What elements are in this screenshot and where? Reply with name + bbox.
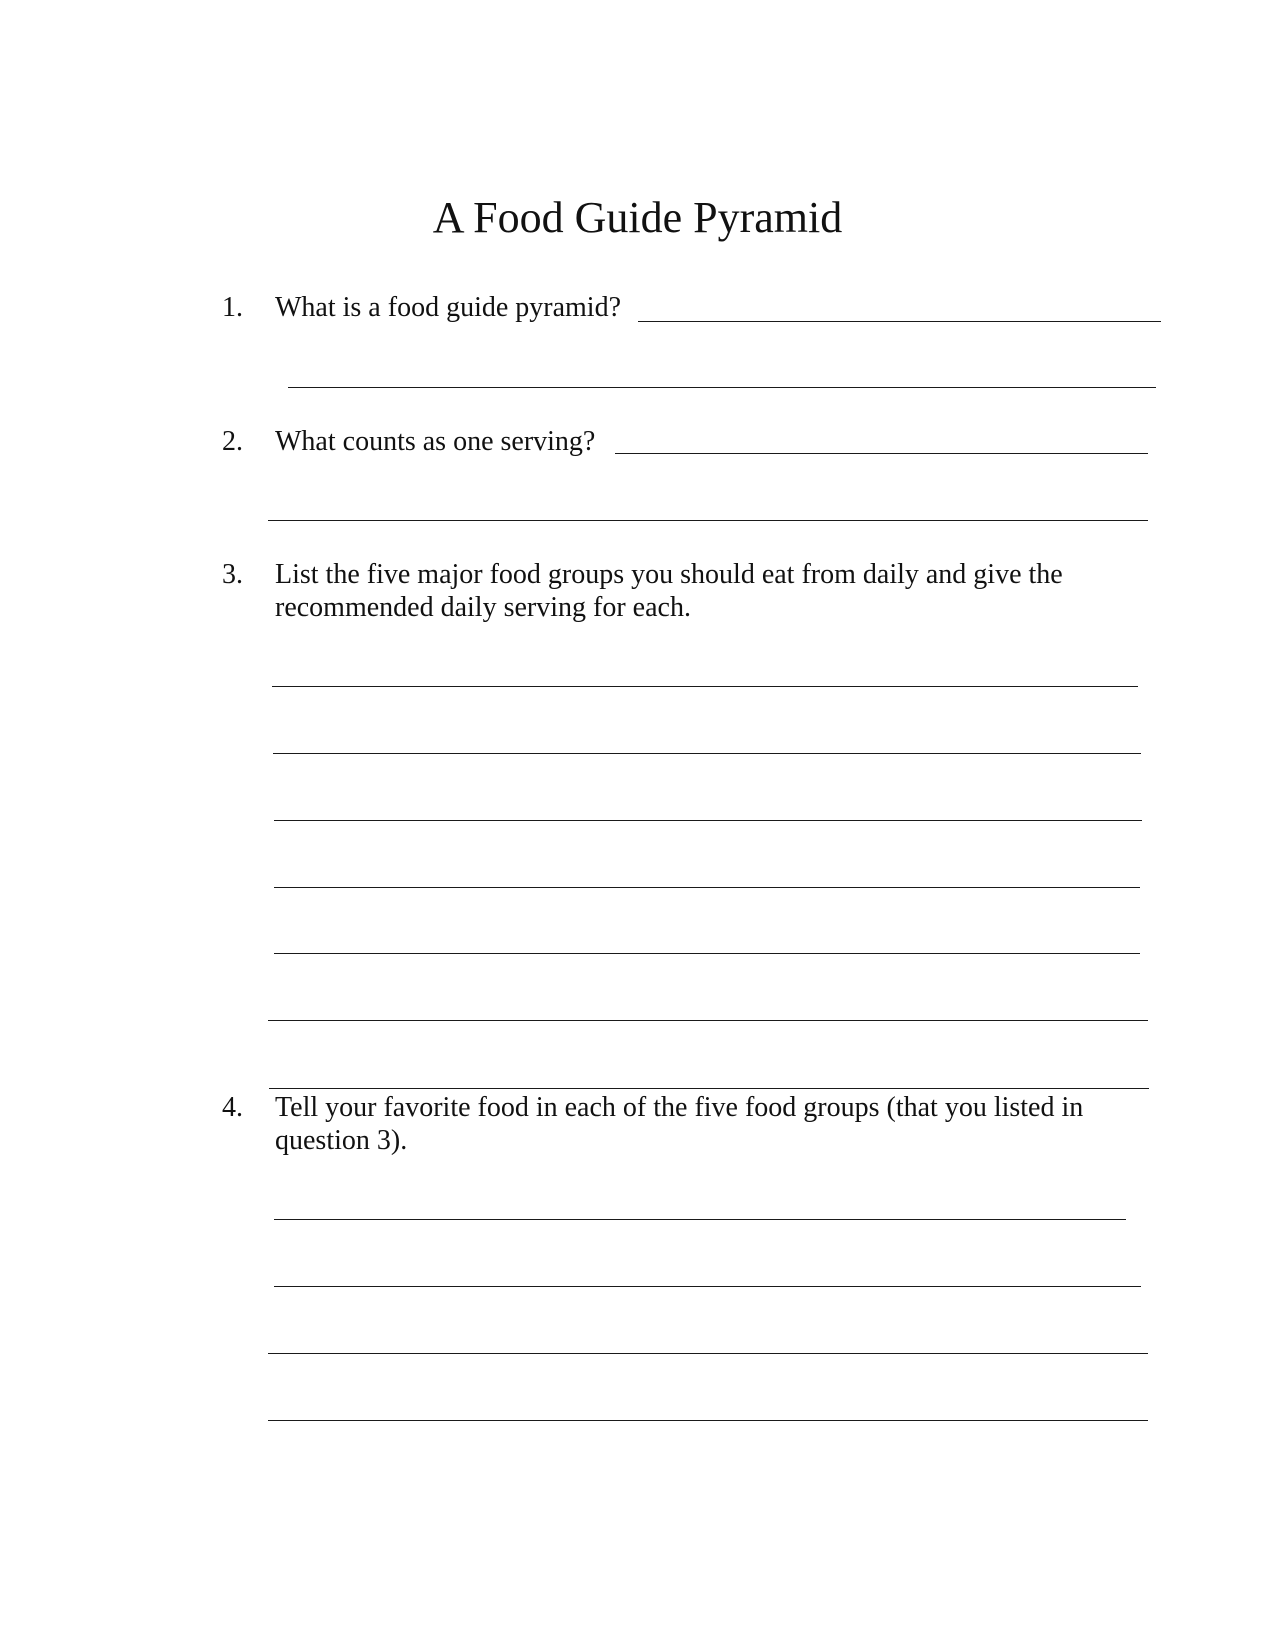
answer-line-4c[interactable] (268, 1353, 1148, 1354)
answer-line-3f[interactable] (268, 1020, 1148, 1021)
answer-line-1a[interactable] (638, 321, 1161, 322)
answer-line-4d[interactable] (268, 1420, 1148, 1421)
page-title: A Food Guide Pyramid (432, 193, 843, 242)
answer-line-3b[interactable] (273, 753, 1141, 754)
answer-line-3e[interactable] (274, 953, 1140, 954)
question-3-number: 3. (222, 559, 243, 590)
question-1-text: What is a food guide pyramid? (275, 292, 622, 323)
answer-line-3g[interactable] (269, 1088, 1149, 1089)
answer-line-3a[interactable] (272, 686, 1138, 687)
answer-line-4a[interactable] (274, 1219, 1126, 1220)
answer-line-2a[interactable] (615, 453, 1148, 454)
question-2-number: 2. (222, 426, 243, 457)
answer-line-3c[interactable] (274, 820, 1142, 821)
answer-line-4b[interactable] (274, 1286, 1141, 1287)
answer-line-3d[interactable] (274, 887, 1140, 888)
question-4-number: 4. (222, 1092, 243, 1123)
question-3-text-line-1: List the five major food groups you should eat from daily and give the (275, 559, 1063, 590)
question-4-text-line-2: question 3). (275, 1125, 408, 1156)
question-2-text: What counts as one serving? (275, 426, 596, 457)
question-1-number: 1. (222, 292, 243, 323)
answer-line-2b[interactable] (268, 520, 1148, 521)
answer-line-1b[interactable] (288, 387, 1156, 388)
question-4-text-line-1: Tell your favorite food in each of the five food groups (that you listed in (275, 1092, 1084, 1123)
question-3-text-line-2: recommended daily serving for each. (275, 592, 691, 623)
